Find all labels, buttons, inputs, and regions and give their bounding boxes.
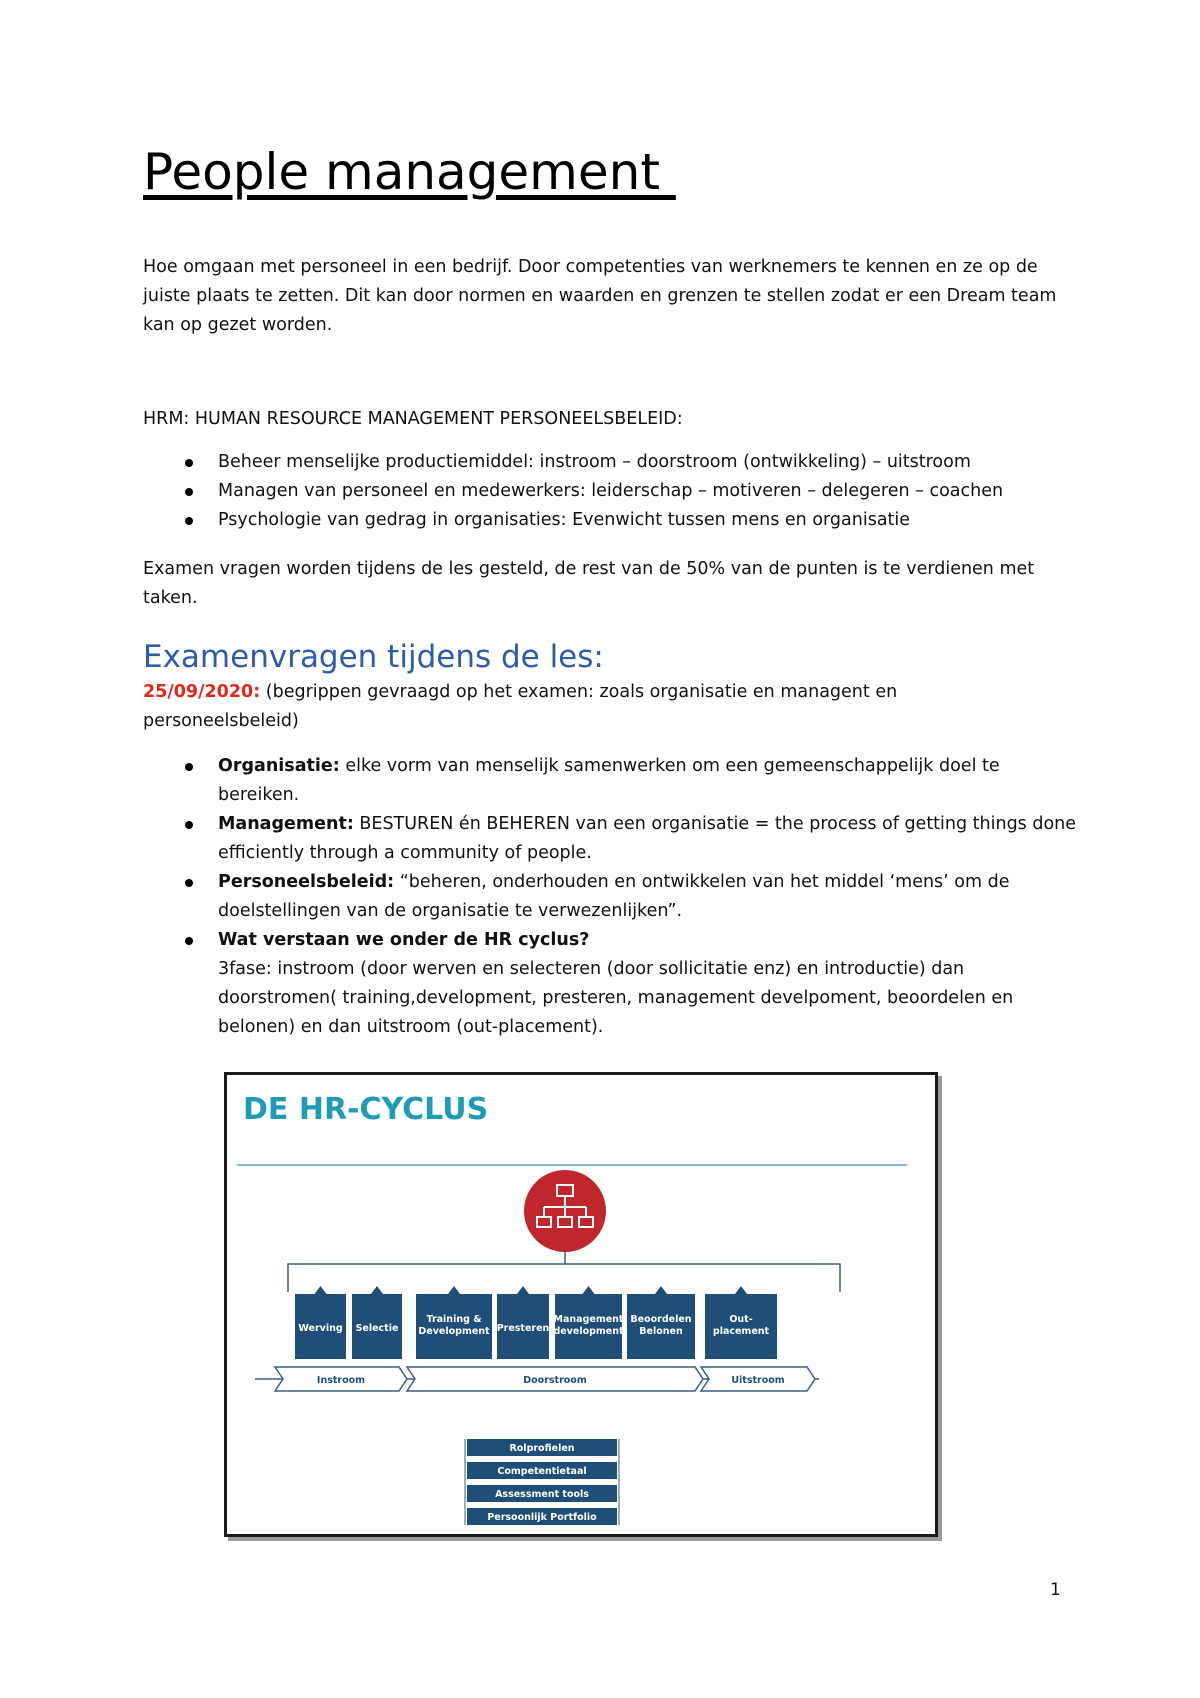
bullet-icon (185, 517, 193, 525)
phase-label: Uitstroom (731, 1375, 785, 1386)
definition-text: “beheren, onderhouden en ontwikkelen van het middel ‘mens’ om de doelstellingen van de organisatie te verwezenlijken”. (218, 872, 1010, 921)
process-box-label: Presteren (496, 1323, 550, 1334)
hrm-bullet-list (143, 448, 1083, 535)
process-box-label: Management (553, 1314, 624, 1325)
process-box-arrow (371, 1286, 383, 1294)
process-box-label: Training & (426, 1314, 482, 1325)
question-text: Wat verstaan we onder de HR cyclus? (218, 930, 590, 950)
definition-term: Personeelsbeleid: (218, 872, 395, 892)
bullet-icon (185, 459, 193, 467)
tool-bar-label: Persoonlijk Portfolio (487, 1512, 597, 1523)
hrm-heading: HRM: HUMAN RESOURCE MANAGEMENT PERSONEELSBELEID: (143, 409, 683, 429)
list-item: Managen van personeel en medewerkers: leiderschap – motiveren – delegeren – coachen (143, 477, 1083, 506)
process-box-label: Development (418, 1326, 490, 1337)
bullet-icon (185, 763, 193, 771)
tool-bar-label: Assessment tools (495, 1489, 589, 1500)
exam-note: Examen vragen worden tijdens de les gesteld, de rest van de 50% van de punten is te verdienen met taken. (143, 559, 1035, 608)
process-box-label: Selectie (355, 1323, 399, 1334)
definition-text: elke vorm van menselijk samenwerken om een gemeenschappelijk doel te bereiken. (218, 756, 1000, 805)
process-box-label: Out- (729, 1314, 753, 1325)
date-label: 25/09/2020: (143, 682, 261, 702)
process-box-label: Beoordelen (630, 1314, 692, 1325)
hr-cycle-diagram (227, 1075, 935, 1534)
definition-list (143, 752, 1083, 1042)
intro-paragraph: Hoe omgaan met personeel in een bedrijf. Door competenties van werknemers te kennen en ze op de juiste plaats te zetten. Dit kan door normen en waarden en grenzen te stellen zodat er een Dream team kan op gezet worden. (143, 257, 1057, 335)
date-paragraph (143, 678, 943, 736)
tool-bar-label: Competentietaal (497, 1466, 587, 1477)
process-box-arrow (517, 1286, 529, 1294)
list-item (143, 752, 1083, 810)
process-box-label: Belonen (639, 1326, 683, 1337)
bullet-icon (185, 821, 193, 829)
process-box-arrow (448, 1286, 460, 1294)
list-item (143, 810, 1083, 868)
definition-term: Organisatie: (218, 756, 340, 776)
phase-label: Doorstroom (523, 1375, 587, 1386)
definition-term: Management: (218, 814, 354, 834)
bracket-line (288, 1264, 840, 1292)
process-box-arrow (583, 1286, 595, 1294)
tool-bar-label: Rolprofielen (509, 1443, 575, 1454)
phase-label: Instroom (316, 1375, 366, 1386)
page-number: 1 (1050, 1580, 1061, 1600)
section-heading: Examenvragen tijdens de les: (143, 639, 604, 675)
process-box-arrow (655, 1286, 667, 1294)
hr-cycle-figure (224, 1072, 938, 1537)
page-title: People management (143, 143, 676, 201)
answer-text: 3fase: instroom (door werven en selecteren (door sollicitatie enz) en introductie) dan doorstromen( training,development, presteren, management develpoment, beoordelen en belonen) en dan uitstroom (out-placement). (218, 959, 1014, 1037)
bullet-icon (185, 937, 193, 945)
process-box-label: development (553, 1326, 624, 1337)
bullet-icon (185, 488, 193, 496)
list-item (143, 926, 1083, 1042)
date-text: (begrippen gevraagd op het examen: zoals organisatie en managent en personeelsbeleid) (143, 682, 898, 731)
figure-title: DE HR-CYCLUS (243, 1092, 489, 1127)
list-item: Psychologie van gedrag in organisaties: Evenwicht tussen mens en organisatie (143, 506, 1083, 535)
process-box-label: placement (712, 1326, 770, 1337)
process-box-arrow (735, 1286, 747, 1294)
bullet-icon (185, 879, 193, 887)
process-box-arrow (315, 1286, 327, 1294)
process-box-label: Werving (298, 1323, 343, 1334)
list-item: Beheer menselijke productiemiddel: instroom – doorstroom (ontwikkeling) – uitstroom (143, 448, 1083, 477)
definition-text: BESTUREN én BEHEREN van een organisatie = the process of getting things done efficiently through a community of people. (218, 814, 1077, 863)
list-item (143, 868, 1083, 926)
